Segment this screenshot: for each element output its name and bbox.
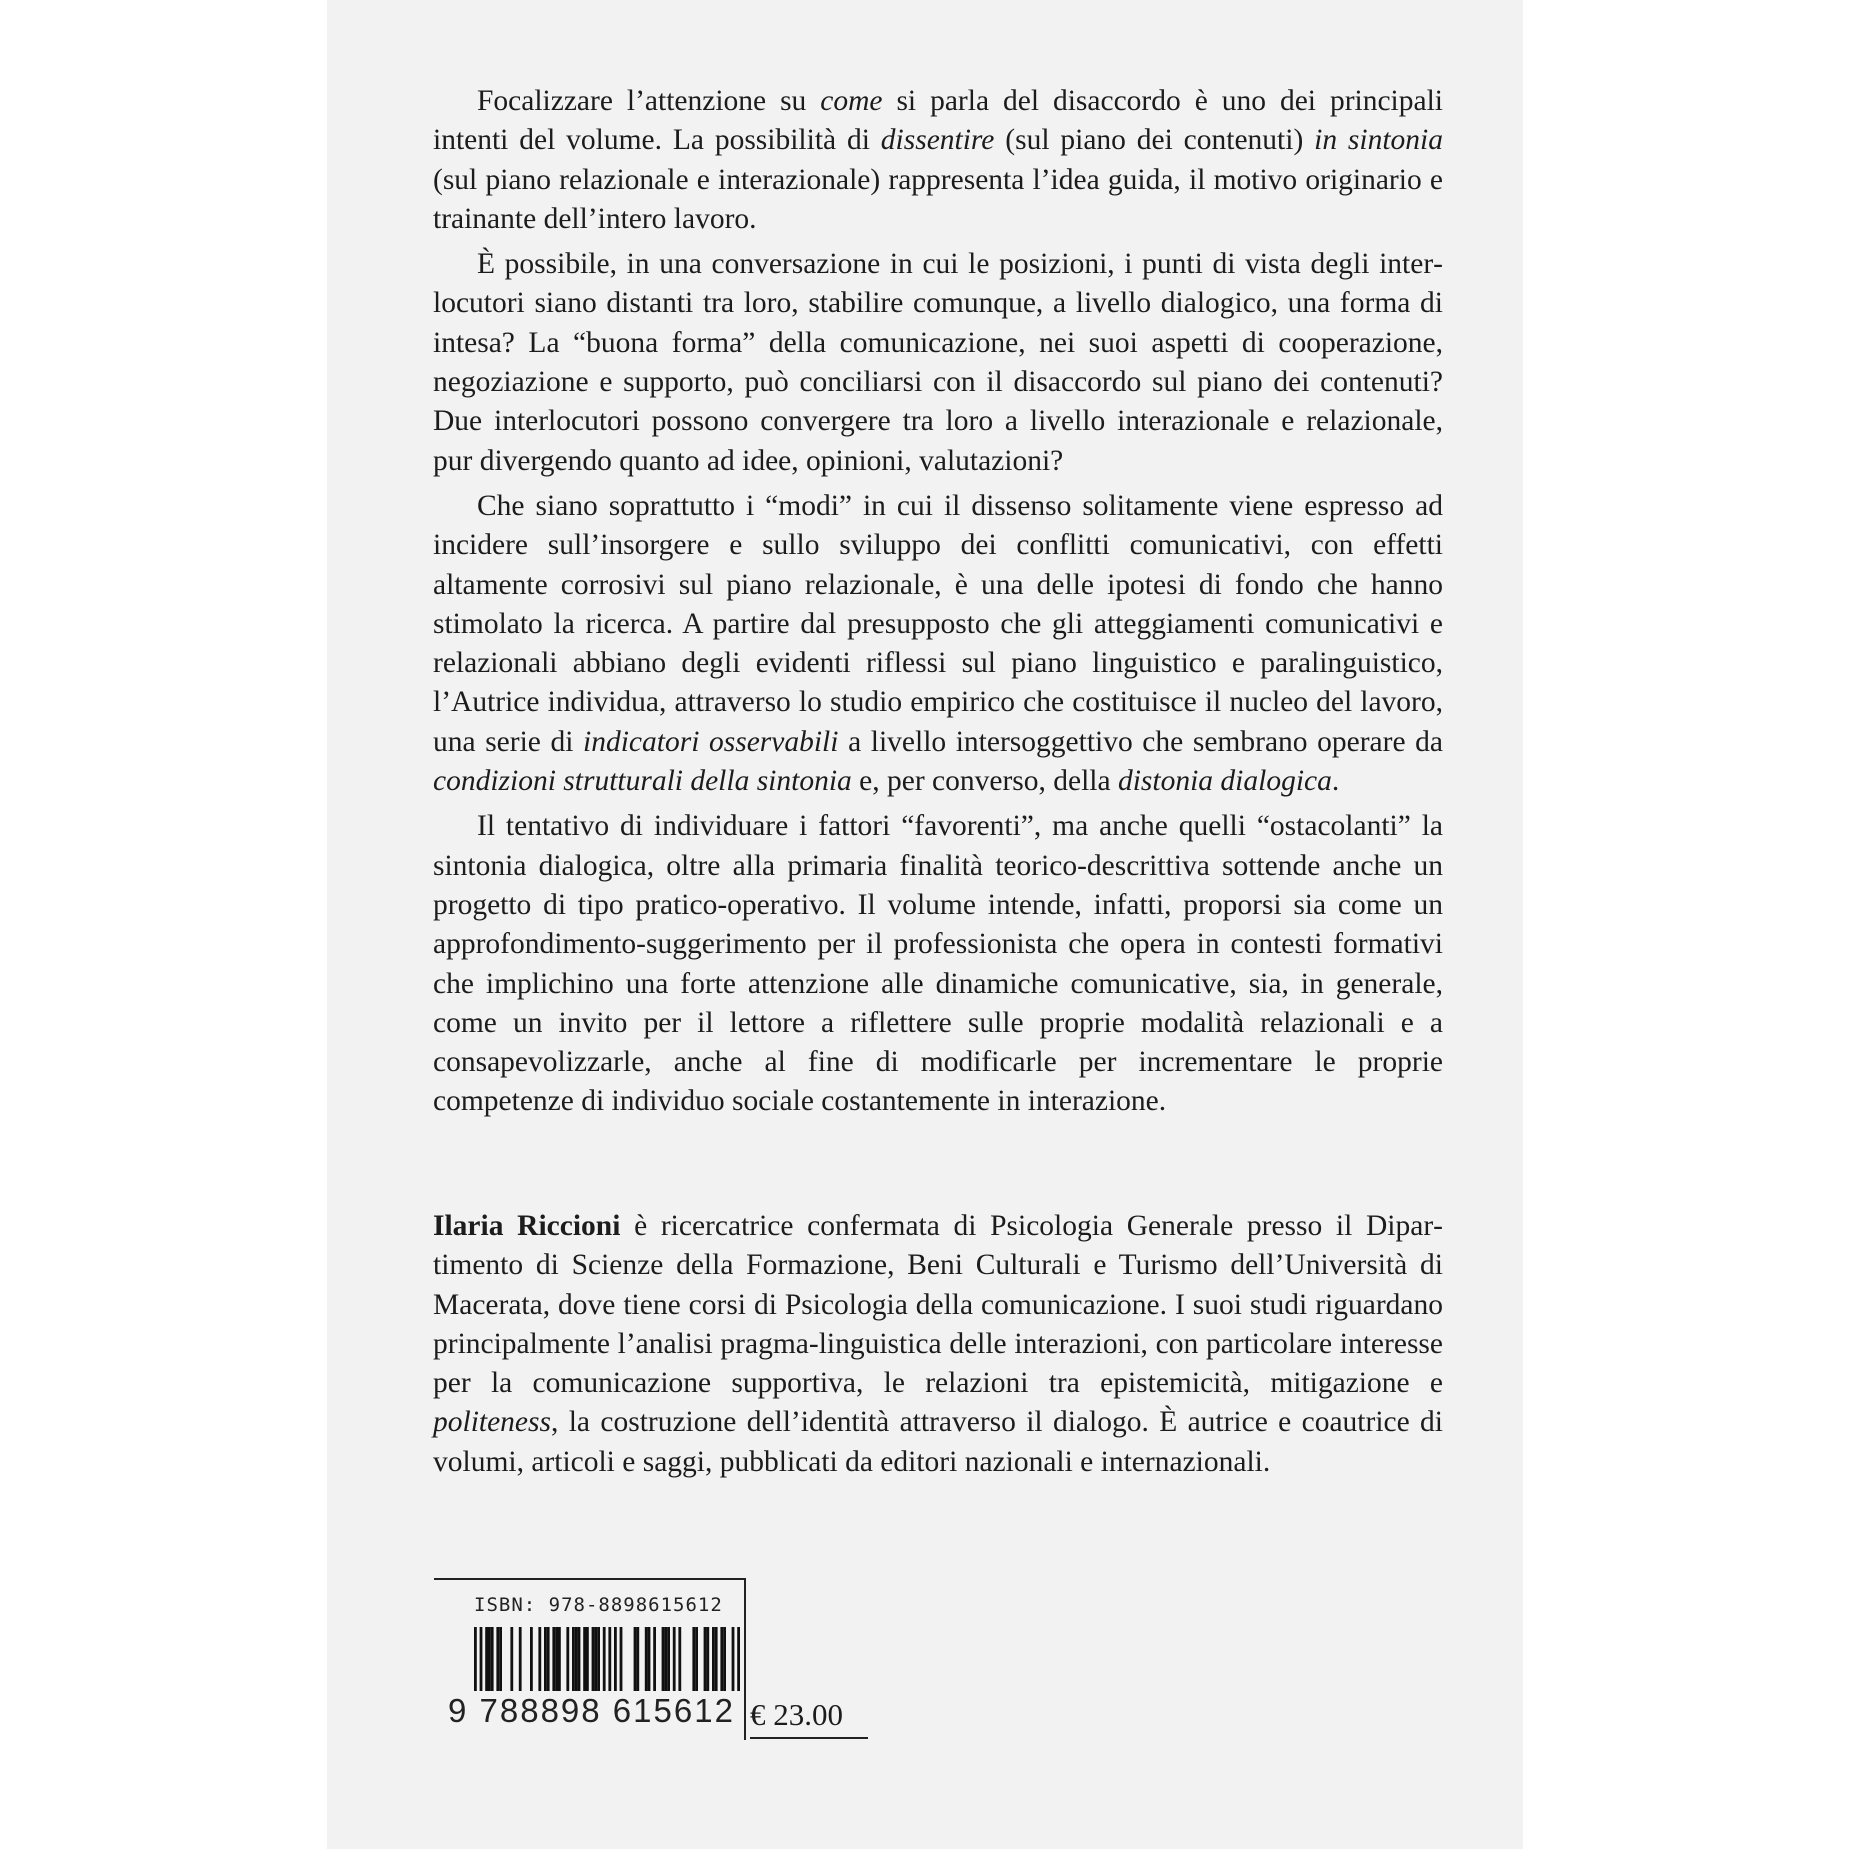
barcode-bar: [552, 1627, 555, 1691]
barcode-bar: [603, 1627, 606, 1691]
author-bio-paragraph: [433, 1207, 1443, 1482]
barcode: [474, 1627, 740, 1691]
barcode-bar: [608, 1627, 611, 1691]
barcode-bar: [496, 1627, 499, 1691]
barcode-bar: [480, 1627, 483, 1691]
barcode-bar: [547, 1627, 550, 1691]
barcode-bar: [662, 1627, 665, 1691]
barcode-bar: [592, 1627, 595, 1691]
barcode-bar: [491, 1627, 494, 1691]
barcode-bar: [485, 1627, 488, 1691]
barcode-bar: [723, 1627, 726, 1691]
barcode-bar: [715, 1627, 718, 1691]
barcode-bar: [474, 1627, 477, 1691]
barcode-bar: [544, 1627, 547, 1691]
barcode-bar: [575, 1627, 578, 1691]
barcode-bar: [572, 1627, 575, 1691]
barcode-bar: [578, 1627, 581, 1691]
barcode-bar: [712, 1627, 715, 1691]
barcode-bar: [648, 1627, 651, 1691]
barcode-bar: [692, 1627, 695, 1691]
barcode-bar: [636, 1627, 639, 1691]
isbn-label: ISBN: 978-8898615612: [474, 1594, 723, 1616]
barcode-bar: [510, 1627, 513, 1691]
barcode-bar: [737, 1627, 740, 1691]
barcode-bar: [667, 1627, 670, 1691]
barcode-bar: [634, 1627, 637, 1691]
blurb-paragraph-1: Focalizzare l’attenzione su come si parla del disaccordo è uno dei principali intenti del volume. La possibilità di dissentire (sul piano dei contenuti) in sintonia (sul piano relazionale e interazionale) rappresenta l’idea guida, il motivo originario e trainante dell’intero lavoro.: [433, 85, 1443, 235]
barcode-bar: [594, 1627, 597, 1691]
barcode-bar: [695, 1627, 698, 1691]
barcode-bar: [499, 1627, 502, 1691]
barcode-bar: [673, 1627, 676, 1691]
barcode-bar: [519, 1627, 522, 1691]
isbn-block: [434, 1578, 746, 1740]
barcode-bar: [664, 1627, 667, 1691]
price-label: € 23.00: [750, 1697, 868, 1739]
barcode-bar: [732, 1627, 735, 1691]
barcode-bar: [645, 1627, 648, 1691]
barcode-bar: [720, 1627, 723, 1691]
barcode-bar: [530, 1627, 533, 1691]
barcode-bar: [538, 1627, 541, 1691]
barcode-bar: [583, 1627, 586, 1691]
author-bio: [433, 1207, 1443, 1482]
barcode-bar: [586, 1627, 589, 1691]
barcode-digits: 9 788898 615612: [448, 1692, 735, 1729]
barcode-bar: [678, 1627, 681, 1691]
barcode-bar: [620, 1627, 623, 1691]
barcode-bar: [488, 1627, 491, 1691]
barcode-bar: [597, 1627, 600, 1691]
author-name: Ilaria Riccioni: [433, 1210, 621, 1242]
barcode-bar: [614, 1627, 617, 1691]
barcode-bar: [555, 1627, 558, 1691]
blurb-paragraph-4: Il tentativo di individuare i fattori “favorenti”, ma anche quelli “ostacolanti” la sintonia dialogica, oltre alla primaria finalità teorico-descrittiva sottende anche un progetto di tipo pratico-operativo. Il volume intende, infatti, proporsi sia come un approfondimento-suggerimento per il professionista che opera in contesti formativi che implichino una forte attenzione alle dinamiche comunicative, sia, in generale, come un invito per il lettore a riflettere sulle proprie modalità relazionali e a consapevolizzarle, anche al fine di modificarle per incrementare le proprie competenze di individuo sociale costantemente in interazione.: [433, 810, 1443, 1118]
barcode-bar: [566, 1627, 569, 1691]
blurb-paragraph-2: È possibile, in una conversazione in cui le posizioni, i punti di vista degli interlocutori siano distanti tra loro, stabilire comunque, a livello dialogico, una forma di intesa? La “buona forma” della comunicazione, nei suoi aspetti di cooperazione, negoziazione e supporto, può conciliarsi con il disaccordo sul piano dei contenuti? Due interlocutori possono convergere tra loro a livello interazionale e relazionale, pur divergendo quanto ad idee, opinioni, valutazioni?: [433, 248, 1443, 477]
barcode-bar: [653, 1627, 656, 1691]
barcode-bar: [706, 1627, 709, 1691]
author-bio-text: è ricercatrice confermata di Psicologia Generale presso il Dipartimento di Scienze della Formazione, Beni Culturali e Turismo dell’Università di Macerata, dove tiene corsi di Psicologia della comunicazione. I suoi studi riguardano principalmente l’analisi pragma-linguistica delle interazioni, con particolare interesse per la comunicazione supportiva, le relazioni tra epistemicità, mitigazione e politeness, la costruzione dell’identità attraverso il dialogo. È autrice e coautrice di volumi, articoli e saggi, pubblicati da editori nazionali e internazionali.: [433, 1210, 1443, 1478]
barcode-bar: [558, 1627, 561, 1691]
barcode-bar: [704, 1627, 707, 1691]
blurb-text: [433, 82, 1443, 1122]
blurb-paragraph-3: Che siano soprattutto i “modi” in cui il dissenso solitamente viene espresso ad incidere sull’insorgere e sullo sviluppo dei conflitti comunicativi, con effetti altamente corrosivi sul piano relazionale, è una delle ipotesi di fondo che hanno stimolato la ricerca. A partire dal presupposto che gli atteggiamenti comunicativi e relazionali abbiano degli evidenti riflessi sul piano linguistico e paralinguistico, l’Autrice individua, attraverso lo studio empirico che costituisce il nucleo del lavoro, una serie di indicatori osservabili a livello intersoggettivo che sembrano operare da condizioni strutturali della sintonia e, per converso, della distonia dialogica.: [433, 489, 1444, 798]
